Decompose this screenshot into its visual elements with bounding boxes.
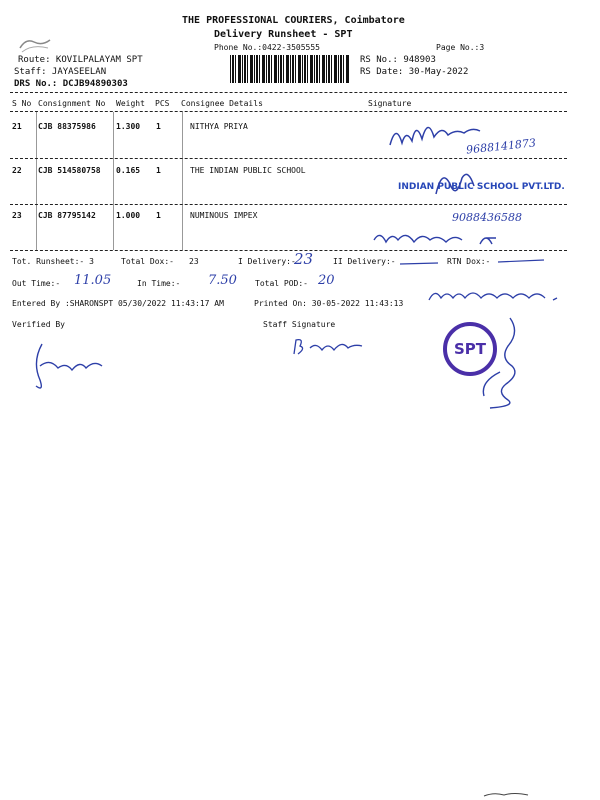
staff-signature [288,334,368,360]
row-sno: 23 [12,211,22,220]
total-pod-hand: 20 [318,273,335,288]
row-consignee: NITHYA PRIYA [190,122,248,131]
dash-scribble [398,256,548,268]
col-sno: S No [12,99,32,108]
drs-number: DRS No.: DCJB94890303 [14,79,128,89]
company-name: THE PROFESSIONAL COURIERS, Coimbatore [182,15,405,26]
rs-date: RS Date: 30-May-2022 [360,67,469,77]
out-time-label: Out Time:- [12,279,61,288]
i-delivery-label: I Delivery:- [238,257,296,266]
signature-scribble [430,164,480,204]
out-time-hand: 11.05 [74,273,112,288]
column-line [36,112,37,250]
total-pod-label: Total POD:- [255,279,308,288]
rtn-dox-label: RTN Dox:- [447,257,491,266]
column-line [182,112,183,250]
divider [10,204,567,205]
courier-logo-icon [18,34,52,54]
signature-phone: 9688141873 [465,136,537,157]
row-consignment: CJB 87795142 [38,211,96,220]
col-pcs: PCS [155,99,170,108]
runsheet-title: Delivery Runsheet - SPT [214,29,353,40]
page-number: Page No.:3 [436,43,485,52]
entered-by: Entered By :SHARONSPT 05/30/2022 11:43:17 AM [12,299,224,308]
row-pcs: 1 [156,211,161,220]
verified-by-label: Verified By [12,320,65,329]
admin-scribble [425,286,565,306]
row-pcs: 1 [156,122,161,131]
row-weight: 1.000 [116,211,141,220]
row-consignee: NUMINOUS IMPEX [190,211,258,220]
tot-runsheet: Tot. Runsheet:- 3 [12,257,94,266]
col-weight: Weight [116,99,145,108]
phone-number: Phone No.:0422-3505555 [214,43,320,52]
row-weight: 0.165 [116,166,141,175]
divider [10,158,567,159]
row-sno: 21 [12,122,22,131]
row-consignment: CJB 88375986 [38,122,96,131]
row-consignee: THE INDIAN PUBLIC SCHOOL [190,166,306,175]
signature-scribble [370,226,510,250]
total-dox-value: 23 [189,257,199,266]
in-time-label: In Time:- [137,279,181,288]
rs-number: RS No.: 948903 [360,55,436,65]
verified-signature [28,336,118,396]
in-time-hand: 7.50 [208,273,237,288]
row-weight: 1.300 [116,122,141,131]
col-consignment: Consignment No [38,99,106,108]
spt-stamp: SPT [443,322,497,376]
corner-mark [482,790,532,798]
row-sno: 22 [12,166,22,175]
row-pcs: 1 [156,166,161,175]
total-dox-label: Total Dox:- [121,257,174,266]
ii-delivery-label: II Delivery:- [333,257,396,266]
divider [10,250,567,251]
staff-name: Staff: JAYASEELAN [14,67,107,77]
printed-on: Printed On: 30-05-2022 11:43:13 [254,299,404,308]
i-delivery-hand: 23 [294,250,314,268]
divider [10,92,567,93]
col-consignee: Consignee Details [181,99,263,108]
signature-phone: 9088436588 [452,211,522,224]
staff-signature-label: Staff Signature [263,320,336,329]
divider [10,111,567,112]
row-consignment: CJB 514580758 [38,166,101,175]
school-stamp: INDIAN PUBLIC SCHOOL PVT.LTD. [398,182,565,192]
route: Route: KOVILPALAYAM SPT [18,55,143,65]
column-line [113,112,114,250]
col-signature: Signature [368,99,412,108]
stamp-signature [460,312,530,412]
barcode [230,55,350,83]
